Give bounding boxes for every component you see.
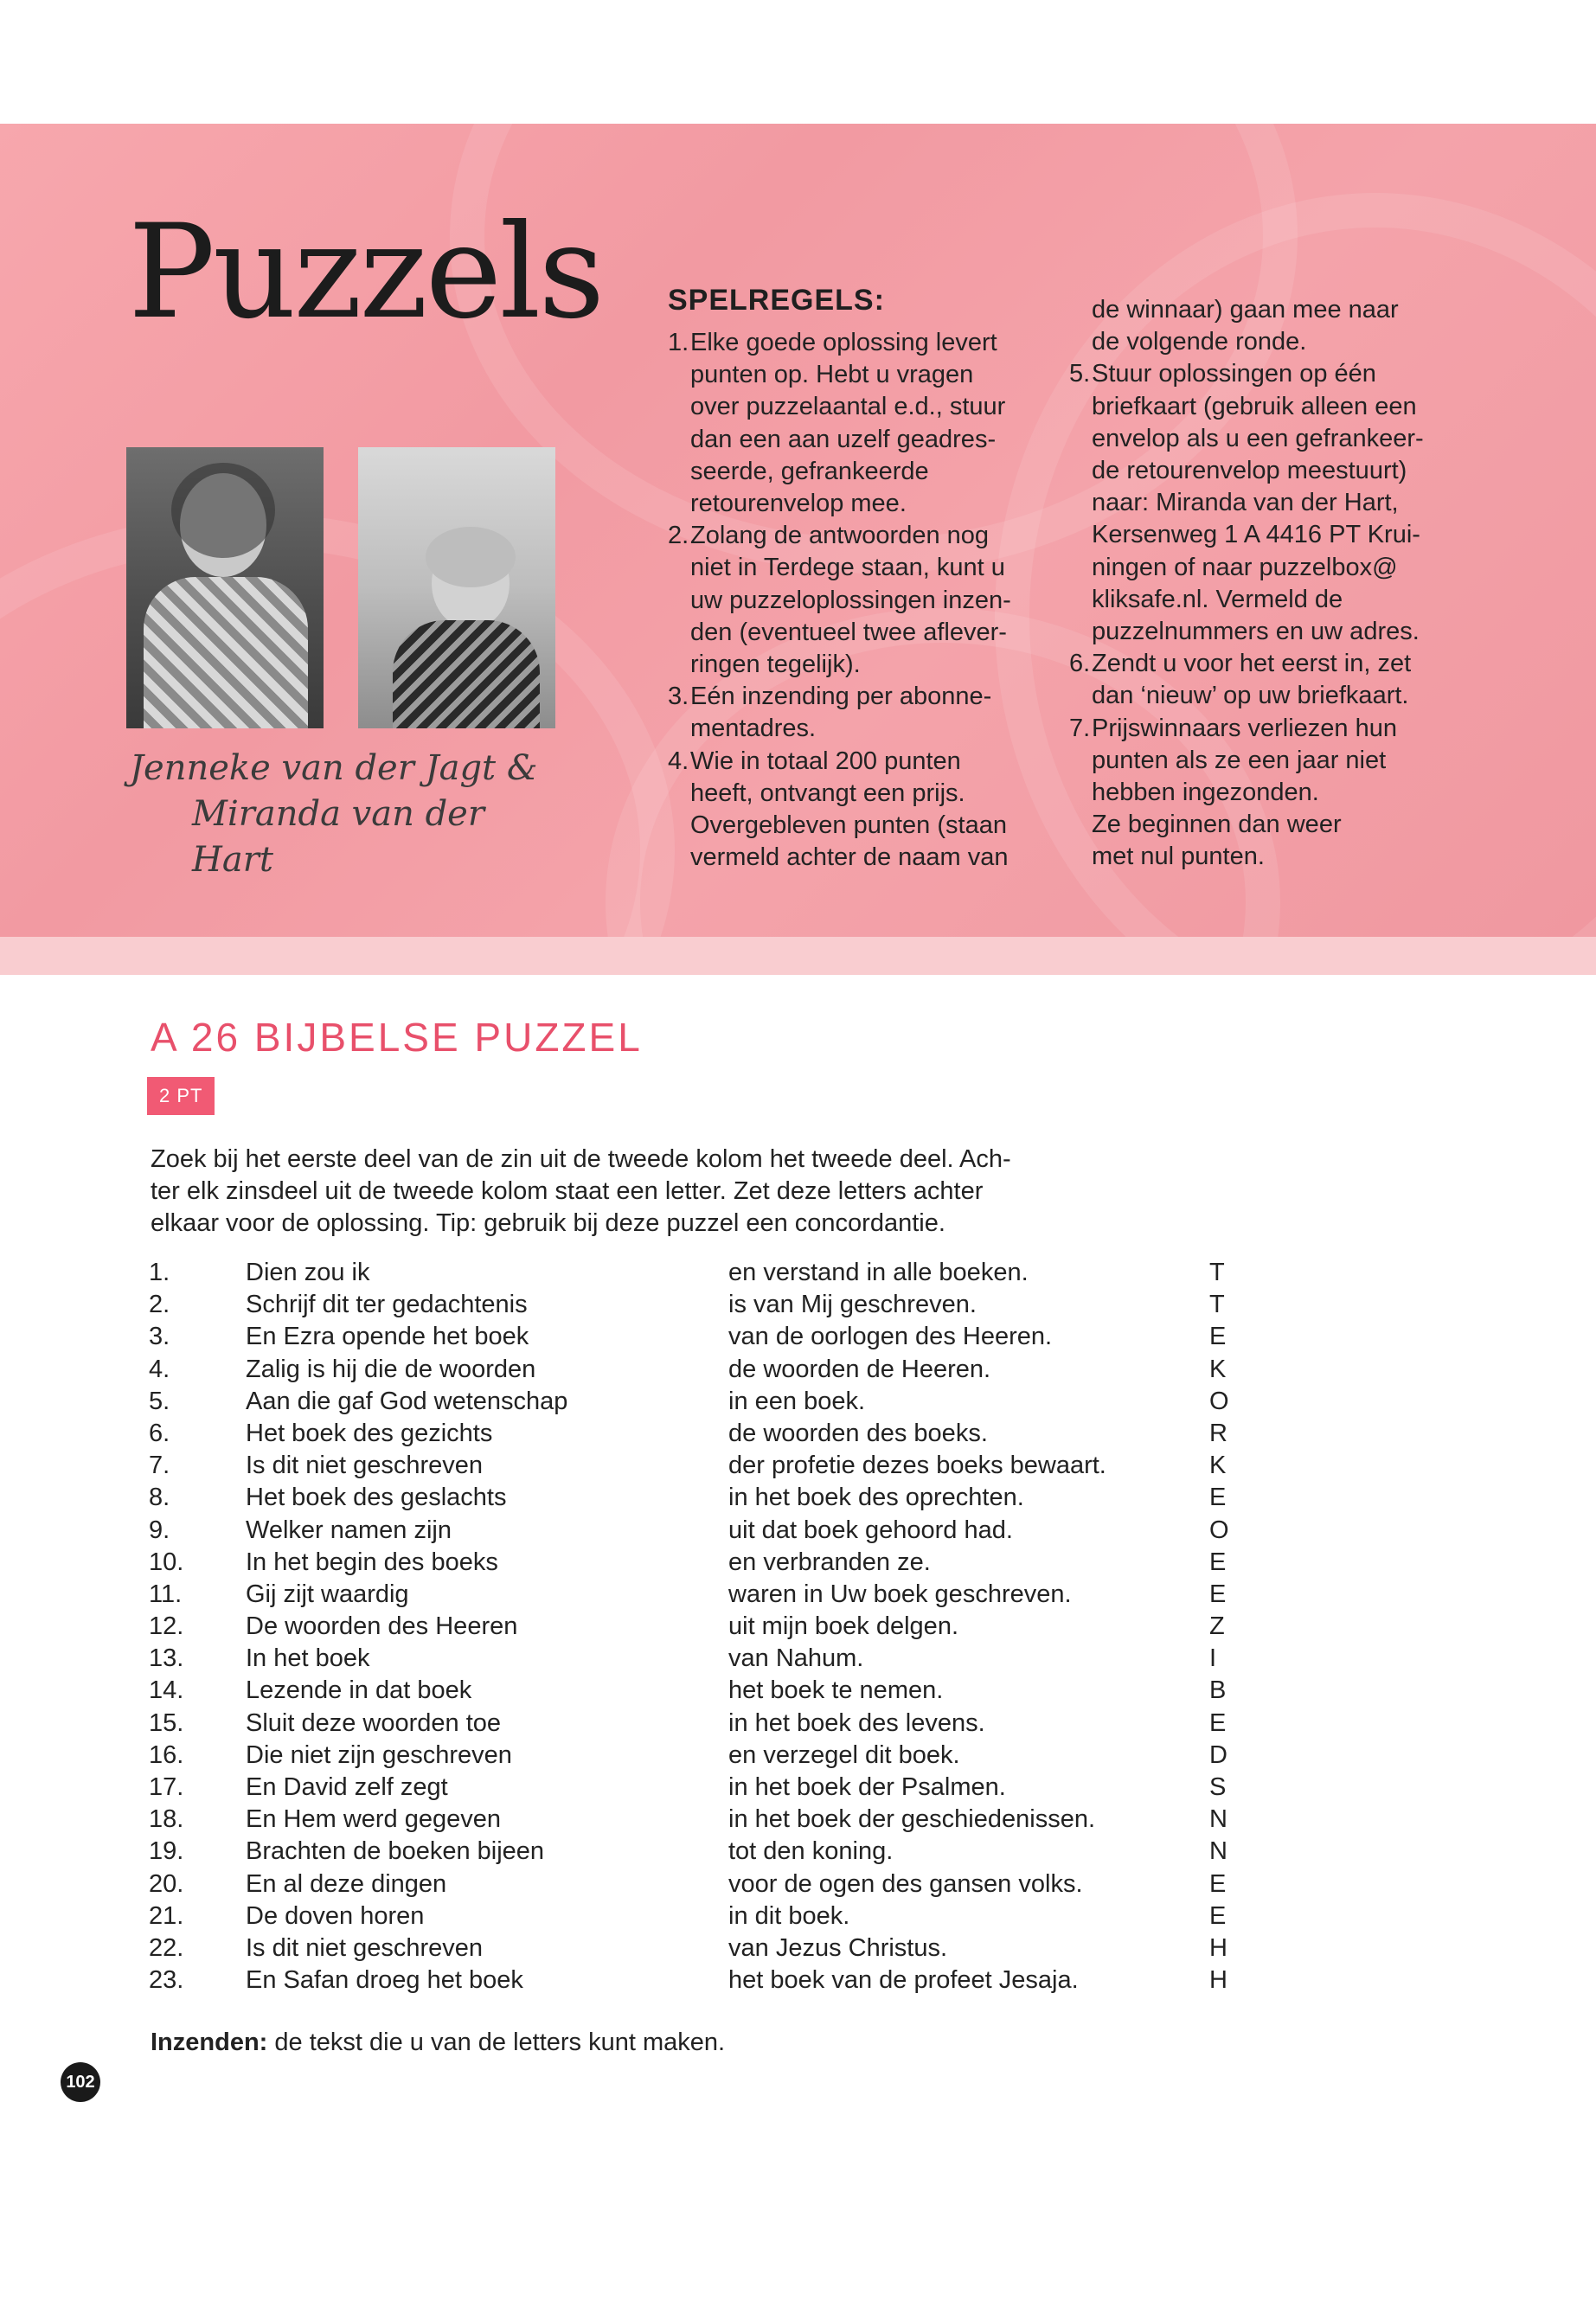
- clause-second-part: het boek van de profeet Jesaja.: [728, 1966, 1079, 1995]
- clause-first-part: Aan die gaf God wetenschap: [246, 1387, 568, 1415]
- rule-item: 3. Eén inzending per abonne- mentadres.: [668, 683, 992, 743]
- row-letter: S: [1209, 1773, 1227, 1801]
- puzzle-title: A 26 BIJBELSE PUZZEL: [151, 1015, 643, 1060]
- clause-second-part: in het boek des oprechten.: [728, 1484, 1024, 1512]
- row-number: 18.: [149, 1805, 184, 1834]
- caption-line-2: Miranda van der Hart: [192, 794, 484, 880]
- clause-first-part: Dien zou ik: [246, 1259, 370, 1286]
- clause-first-part: Welker namen zijn: [246, 1516, 452, 1544]
- row-number: 15.: [149, 1708, 184, 1737]
- rule-item: 2. Zolang de antwoorden nog niet in Terdege staan, kunt u uw puzzeloplossingen inzen- den (eventueel twee aflever- ringen tegelijk).: [668, 522, 1011, 679]
- clause-first-part: En Ezra opende het boek: [246, 1323, 529, 1351]
- clause-first-part: En David zelf zegt: [246, 1773, 448, 1801]
- table-row: [149, 1354, 1273, 1386]
- clause-first-part: En Safan droeg het boek: [246, 1966, 523, 1995]
- portrait-photo-2: [358, 447, 555, 728]
- row-number: 20.: [149, 1869, 184, 1898]
- rule-item: 7. Prijswinnaars verliezen hun punten als ze een jaar niet hebben ingezonden. Ze beginnen dan weer met nul punten.: [1069, 714, 1397, 871]
- row-letter: O: [1209, 1516, 1229, 1544]
- row-letter: E: [1209, 1548, 1227, 1576]
- row-number: 4.: [149, 1355, 170, 1383]
- divider-band: [0, 937, 1596, 975]
- row-letter: E: [1209, 1580, 1227, 1608]
- row-number: 13.: [149, 1644, 184, 1673]
- clause-first-part: Het boek des gezichts: [246, 1419, 493, 1447]
- rule-item: 4. Wie in totaal 200 punten heeft, ontvangt een prijs. Overgebleven punten (staan vermeld achter de naam van: [668, 747, 1009, 872]
- table-row: [149, 1643, 1273, 1675]
- table-row: [149, 1740, 1273, 1772]
- table-row: [149, 1868, 1273, 1900]
- table-row: [149, 1772, 1273, 1804]
- row-number: 2.: [149, 1291, 170, 1319]
- row-number: 19.: [149, 1837, 184, 1866]
- row-number: 17.: [149, 1773, 184, 1801]
- table-row: [149, 1450, 1273, 1482]
- clause-second-part: in een boek.: [728, 1387, 866, 1415]
- photo-caption: [130, 746, 562, 883]
- clause-second-part: de woorden de Heeren.: [728, 1355, 991, 1383]
- clause-second-part: en verstand in alle boeken.: [728, 1259, 1029, 1286]
- row-letter: E: [1209, 1869, 1227, 1898]
- clause-second-part: in het boek der Psalmen.: [728, 1773, 1006, 1801]
- row-letter: E: [1209, 1484, 1227, 1512]
- puzzle-intro: Zoek bij het eerste deel van de zin uit de tweede kolom het tweede deel. Ach- ter elk zinsdeel uit de tweede kolom staat een letter. Zet deze letters achter elkaar voor de oplossing. Tip: gebruik bij deze puzzel een concordantie.: [151, 1145, 1011, 1237]
- clause-first-part: Het boek des geslachts: [246, 1484, 507, 1512]
- table-row: [149, 1482, 1273, 1514]
- clause-second-part: van Nahum.: [728, 1644, 864, 1673]
- row-number: 3.: [149, 1323, 170, 1351]
- rule-continuation: de winnaar) gaan mee naar de volgende ronde.: [1092, 296, 1399, 356]
- table-row: [149, 1900, 1273, 1932]
- clause-second-part: van Jezus Christus.: [728, 1933, 948, 1962]
- clause-second-part: is van Mij geschreven.: [728, 1291, 977, 1319]
- row-number: 10.: [149, 1548, 184, 1576]
- clause-second-part: en verbranden ze.: [728, 1548, 931, 1576]
- rules-heading: SPELREGELS:: [668, 284, 885, 317]
- rule-item: 6. Zendt u voor het eerst in, zet dan ‘nieuw’ op uw briefkaart.: [1069, 650, 1412, 710]
- rule-item: 5. Stuur oplossingen op één briefkaart (gebruik alleen een envelop als u een gefrankeer- de retourenvelop meestuurt) naar: Miranda van der Hart, Kersenweg 1 A 4416 PT Krui- ningen of naar puzzelbox@ kliksafe.nl. Vermeld de puzzelnummers en uw adres.: [1069, 360, 1424, 646]
- clause-first-part: Is dit niet geschreven: [246, 1452, 484, 1480]
- page-number: 102: [61, 2062, 100, 2102]
- row-number: 7.: [149, 1452, 170, 1480]
- portrait-photo-1: [126, 447, 324, 728]
- clause-second-part: waren in Uw boek geschreven.: [728, 1580, 1072, 1608]
- row-letter: B: [1209, 1676, 1227, 1705]
- clause-second-part: en verzegel dit boek.: [728, 1740, 960, 1769]
- clause-first-part: Gij zijt waardig: [246, 1580, 409, 1608]
- clause-first-part: In het begin des boeks: [246, 1548, 498, 1576]
- clause-second-part: uit dat boek gehoord had.: [728, 1516, 1013, 1544]
- row-letter: E: [1209, 1323, 1227, 1351]
- clause-second-part: in het boek des levens.: [728, 1708, 985, 1737]
- clause-first-part: Sluit deze woorden toe: [246, 1708, 502, 1737]
- clause-first-part: En Hem werd gegeven: [246, 1805, 501, 1834]
- clause-second-part: het boek te nemen.: [728, 1676, 944, 1705]
- row-letter: D: [1209, 1740, 1227, 1769]
- table-row: [149, 1515, 1273, 1547]
- clause-first-part: Zalig is hij die de woorden: [246, 1355, 536, 1383]
- row-letter: T: [1209, 1291, 1225, 1319]
- row-number: 1.: [149, 1259, 170, 1286]
- table-row: [149, 1289, 1273, 1321]
- row-number: 6.: [149, 1419, 170, 1447]
- table-row: [149, 1932, 1273, 1965]
- rules-column-1: [668, 327, 1057, 874]
- row-letter: T: [1209, 1259, 1225, 1286]
- table-row: [149, 1257, 1273, 1289]
- row-letter: H: [1209, 1933, 1227, 1962]
- row-number: 23.: [149, 1966, 184, 1995]
- points-badge: 2 PT: [147, 1077, 215, 1115]
- submit-text: de tekst die u van de letters kunt maken.: [267, 2029, 726, 2056]
- puzzle-table: [149, 1257, 1273, 1997]
- clause-first-part: Brachten de boeken bijeen: [246, 1837, 545, 1866]
- row-letter: K: [1209, 1452, 1227, 1480]
- row-letter: N: [1209, 1805, 1227, 1834]
- rule-item: 1. Elke goede oplossing levert punten op. Hebt u vragen over puzzelaantal e.d., stuur dan een aan uzelf geadres- seerde, gefrankeerde retourenvelop mee.: [668, 329, 1006, 518]
- clause-first-part: De woorden des Heeren: [246, 1612, 518, 1641]
- row-letter: O: [1209, 1387, 1229, 1415]
- table-row: [149, 1386, 1273, 1418]
- clause-first-part: In het boek: [246, 1644, 370, 1673]
- row-letter: I: [1209, 1644, 1217, 1673]
- clause-second-part: uit mijn boek delgen.: [728, 1612, 958, 1641]
- table-row: [149, 1418, 1273, 1450]
- table-row: [149, 1836, 1273, 1868]
- table-row: [149, 1675, 1273, 1707]
- row-number: 21.: [149, 1901, 184, 1930]
- submit-instruction: [151, 2029, 725, 2057]
- table-row: [149, 1965, 1273, 1997]
- submit-label: Inzenden:: [151, 2029, 268, 2056]
- row-letter: N: [1209, 1837, 1227, 1866]
- clause-first-part: Is dit niet geschreven: [246, 1933, 484, 1962]
- row-number: 5.: [149, 1387, 170, 1415]
- row-letter: E: [1209, 1708, 1227, 1737]
- clause-first-part: De doven horen: [246, 1901, 425, 1930]
- clause-second-part: voor de ogen des gansen volks.: [728, 1869, 1083, 1898]
- row-letter: R: [1209, 1419, 1227, 1447]
- clause-first-part: En al deze dingen: [246, 1869, 447, 1898]
- row-number: 22.: [149, 1933, 184, 1962]
- clause-second-part: van de oorlogen des Heeren.: [728, 1323, 1053, 1351]
- clause-first-part: Schrijf dit ter gedachtenis: [246, 1291, 528, 1319]
- row-letter: E: [1209, 1901, 1227, 1930]
- table-row: [149, 1804, 1273, 1836]
- row-letter: H: [1209, 1966, 1227, 1995]
- row-number: 16.: [149, 1740, 184, 1769]
- clause-second-part: de woorden des boeks.: [728, 1419, 988, 1447]
- clause-second-part: tot den koning.: [728, 1837, 894, 1866]
- table-row: [149, 1579, 1273, 1611]
- table-row: [149, 1708, 1273, 1740]
- row-number: 12.: [149, 1612, 184, 1641]
- row-number: 9.: [149, 1516, 170, 1544]
- table-row: [149, 1321, 1273, 1353]
- rules-column-2: [1069, 294, 1467, 874]
- row-number: 14.: [149, 1676, 184, 1705]
- row-letter: Z: [1209, 1612, 1225, 1641]
- row-number: 8.: [149, 1484, 170, 1512]
- caption-line-1: Jenneke van der Jagt &: [130, 748, 538, 788]
- clause-first-part: Die niet zijn geschreven: [246, 1740, 512, 1769]
- page-title: Puzzels: [128, 197, 603, 348]
- table-row: [149, 1547, 1273, 1579]
- row-letter: K: [1209, 1355, 1227, 1383]
- row-number: 11.: [149, 1580, 183, 1608]
- clause-second-part: in dit boek.: [728, 1901, 850, 1930]
- clause-second-part: in het boek der geschiedenissen.: [728, 1805, 1096, 1834]
- table-row: [149, 1611, 1273, 1643]
- clause-first-part: Lezende in dat boek: [246, 1676, 472, 1705]
- clause-second-part: der profetie dezes boeks bewaart.: [728, 1452, 1106, 1480]
